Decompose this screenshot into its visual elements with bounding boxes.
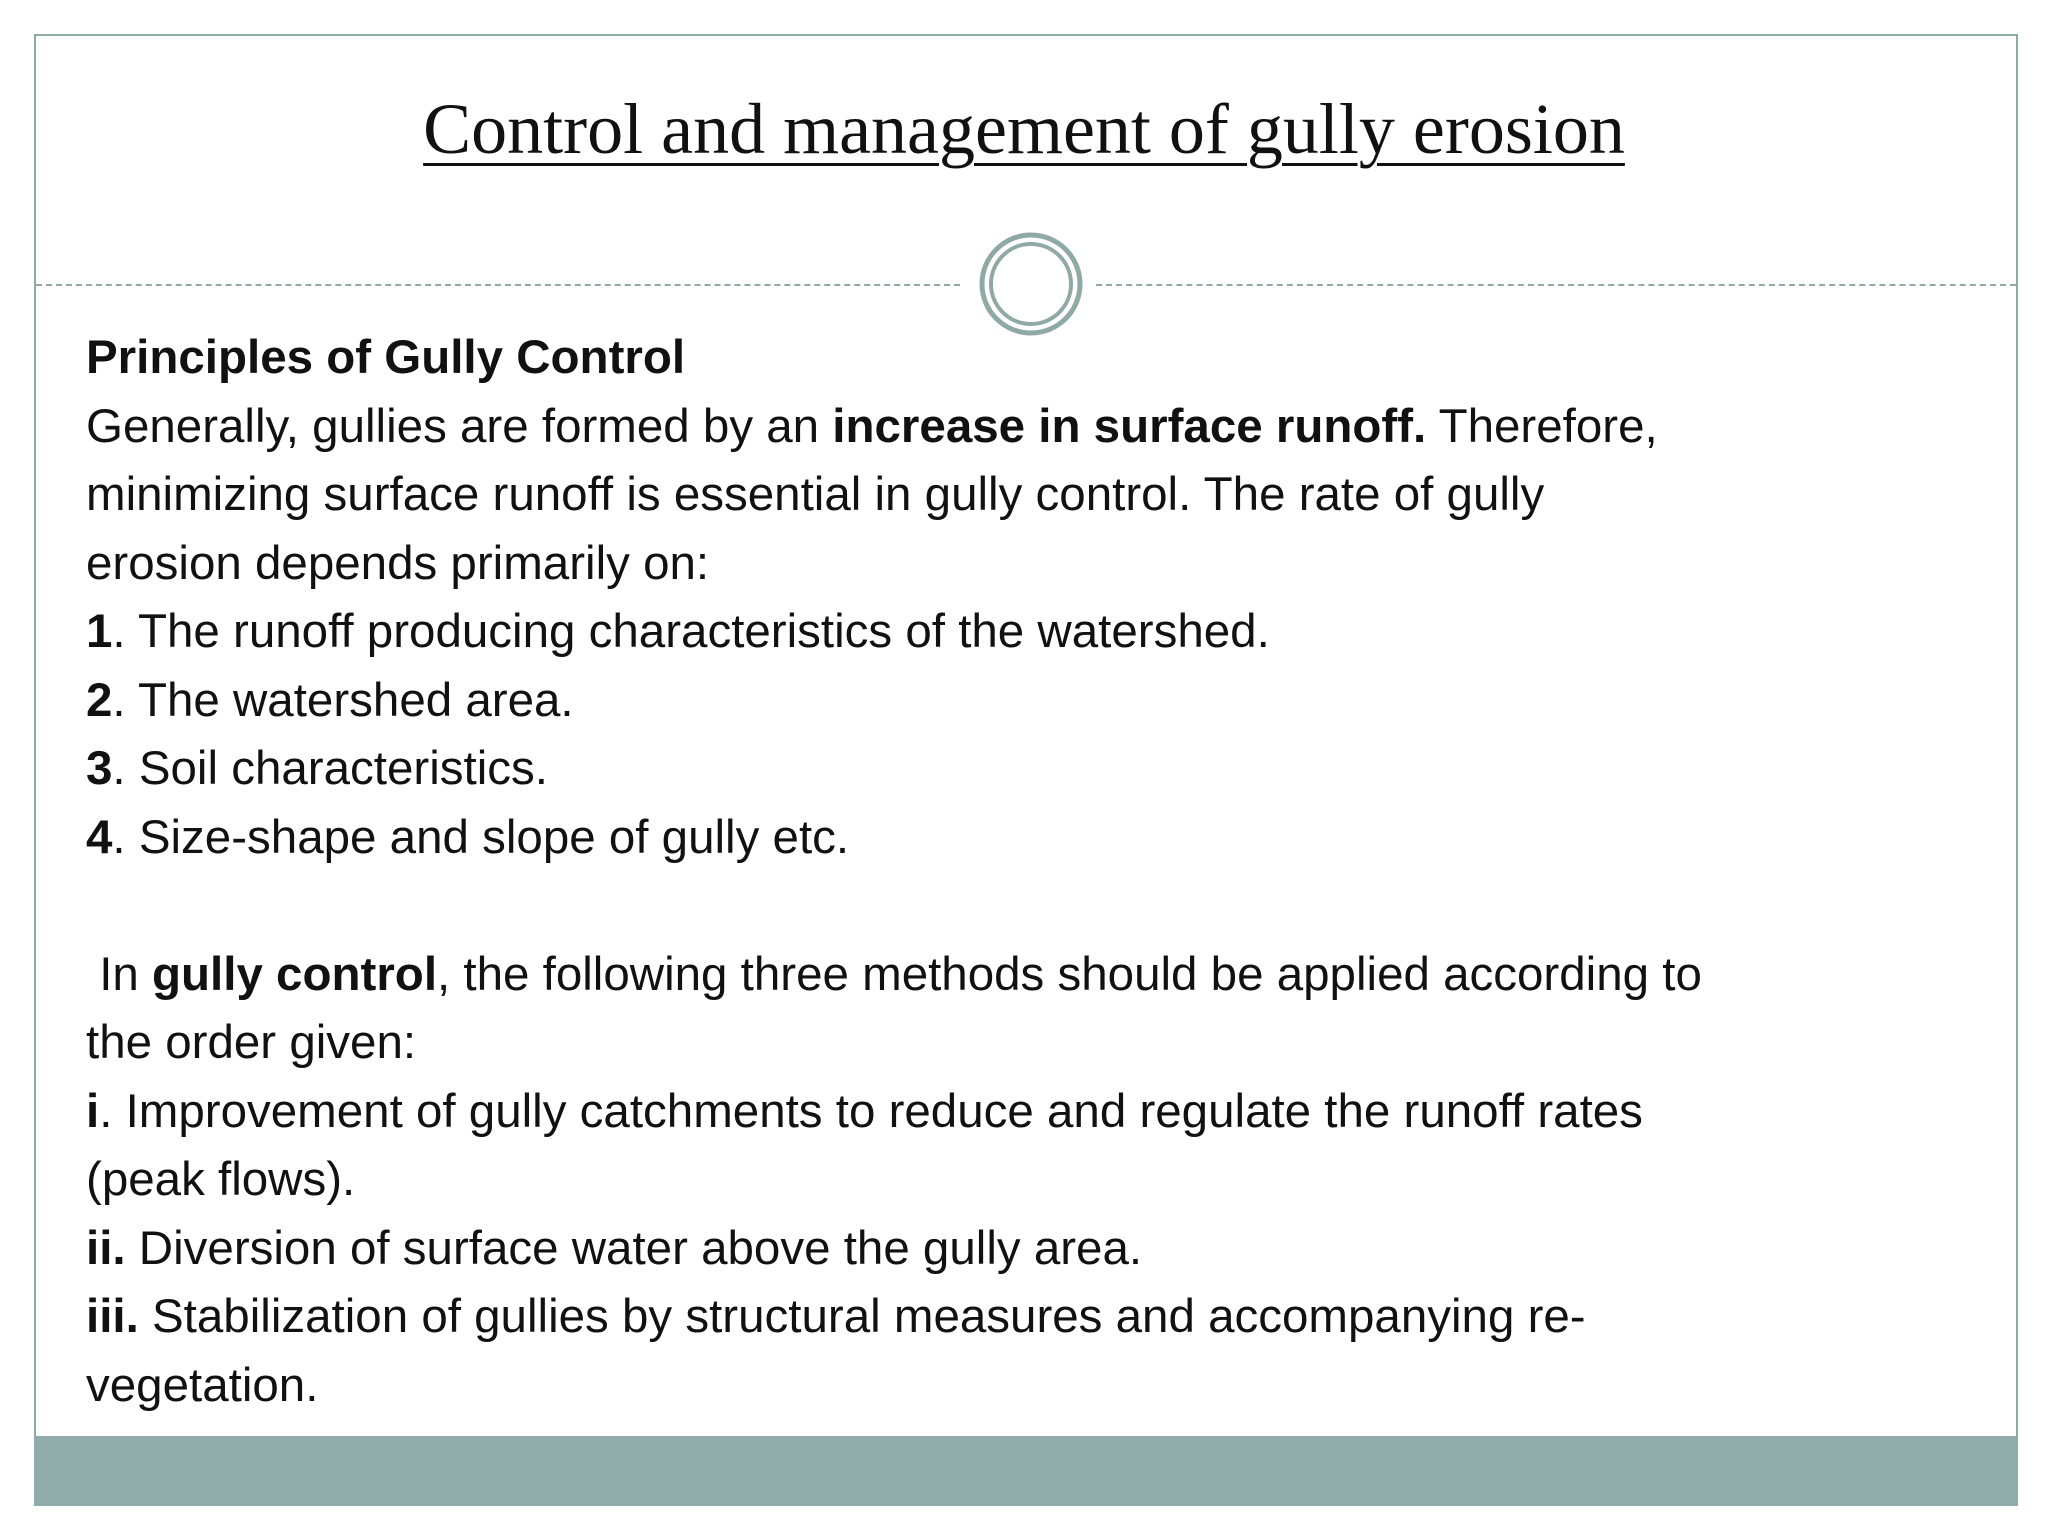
method-item: i. Improvement of gully catchments to reduce and regulate the runoff rates [86,1084,1643,1138]
paragraph-line: Generally, gullies are formed by an increase in surface runoff. Therefore, [86,399,1658,453]
paragraph-line: the order given: [86,1016,417,1069]
slide-title: Control and management of gully erosion [423,89,1625,169]
factor-item: 1. The runoff producing characteristics of the watershed. [86,605,1270,658]
paragraph-line: In gully control, the following three methods should be applied according to [86,947,1702,1001]
title-divider-right [1096,284,2016,286]
slide-body [86,324,1986,1420]
factor-item: 4. Size-shape and slope of gully etc. [86,810,850,864]
method-item: iii. Stabilization of gullies by structural measures and accompanying re- [86,1290,1586,1343]
method-item-continued: (peak flows). [86,1153,356,1206]
method-item-continued: vegetation. [86,1358,319,1412]
paragraph-line: erosion depends primarily on: [86,536,710,590]
section-heading: Principles of Gully Control [86,331,686,384]
circle-ornament-icon [979,232,1083,336]
method-item: ii. Diversion of surface water above the gully area. [86,1221,1143,1275]
paragraph-line: minimizing surface runoff is essential in gully control. The rate of gully [86,468,1545,521]
factor-item: 2. The watershed area. [86,673,574,727]
factor-item: 3. Soil characteristics. [86,742,548,795]
title-divider-left [36,284,960,286]
footer-band [34,1436,2018,1506]
spacer [86,872,1986,941]
